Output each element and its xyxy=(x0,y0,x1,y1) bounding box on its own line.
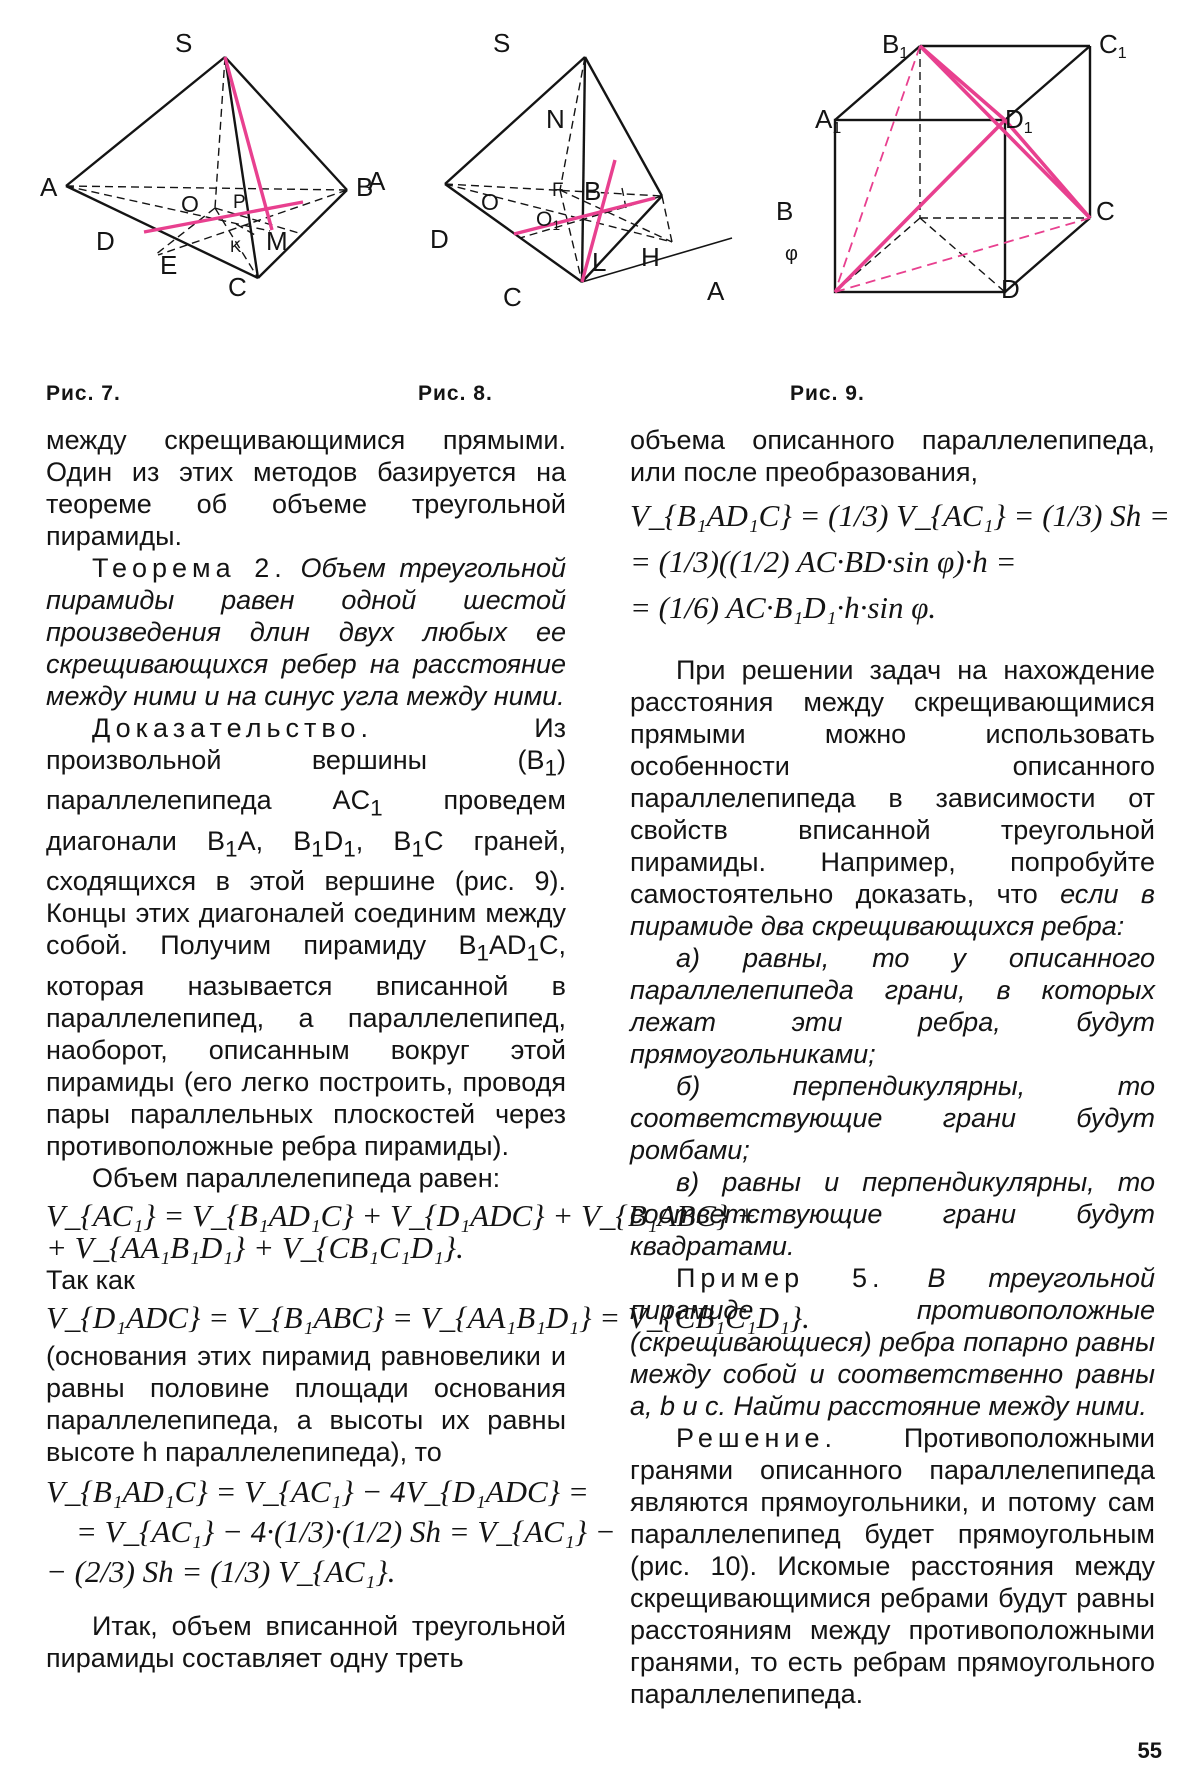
label-b1: B1 xyxy=(882,29,909,62)
list-item-a: а) равны, то у описанного параллелепипеда грани, в которых лежат эти ребра, будут прямоугольниками; xyxy=(630,943,1155,1069)
label-d: D xyxy=(96,226,115,256)
list-item-b: б) перпендикулярны, то соответствующие грани будут ромбами; xyxy=(630,1071,1155,1165)
diagonal-ad1 xyxy=(835,120,1005,292)
formula-1-line-1: V_{AC₁} = V_{B₁AD₁C} + V_{D₁ADC} + V_{B₁ABC} + xyxy=(46,1197,758,1233)
label-b: B xyxy=(356,172,374,202)
label-h: H xyxy=(641,242,660,272)
label-c: C xyxy=(228,272,247,302)
label-e: E xyxy=(160,250,178,280)
formula-2: V_{D₁ADC} = V_{B₁ABC} = V_{AA₁B₁D₁} = V_{CB₁C₁D₁}. xyxy=(46,1299,810,1335)
paragraph-bases: (основания этих пирамид равновелики и равны половине площади основания параллелепипеда, а высоты их равны высоте h параллелепипеда), то xyxy=(46,1340,566,1467)
label-f: F xyxy=(552,180,564,201)
theorem-label: Теорема 2. xyxy=(92,553,287,583)
label-s: S xyxy=(175,28,193,58)
label-c: C xyxy=(1096,196,1115,226)
figure-7-caption: Рис. 7. xyxy=(46,382,121,405)
page-number: 55 xyxy=(1137,1738,1162,1763)
label-s: S xyxy=(493,28,511,58)
label-a: A xyxy=(40,172,58,202)
figure-8-caption: Рис. 8. xyxy=(418,382,493,405)
label-l: L xyxy=(592,247,607,277)
label-p: P xyxy=(233,192,246,213)
label-n: N xyxy=(546,104,565,134)
label-b: B xyxy=(584,176,602,206)
paragraph-continued: объема описанного параллелепипеда, или после преобразования, xyxy=(630,425,1155,487)
formula-4-line-3: = (1/6) AC·B₁D₁·h·sin φ. xyxy=(630,590,937,625)
label-a: A xyxy=(707,276,725,306)
proof-label: Доказательство. xyxy=(92,713,373,743)
formula-3-line-1: V_{B₁AD₁C} = V_{AC₁} − 4V_{D₁ADC} = xyxy=(46,1473,589,1509)
theorem-text: Объем треугольной пирамиды равен одной шестой произведения длин двух любых ее скрещивающихся ребер на расстояние между ними и на синус угла между ними. xyxy=(46,553,566,711)
paragraph-itak: Итак, объем вписанной треугольной пирамиды составляет одну треть xyxy=(46,1610,566,1673)
label-b: B xyxy=(776,196,794,226)
right-column xyxy=(630,424,1170,1710)
formula-4-line-2: = (1/3)((1/2) AC·BD·sin φ)·h = xyxy=(630,544,1017,579)
proof: Доказательство. Из произвольной вершины $(B_1)$ параллелепипеда $AC_1$ проведем диагонали $B_1A$, $B_1D_1$, $B_1C$ граней, сходящихся в этой вершине (рис. 9). Концы этих диагоналей соединим между собой. Получим пирамиду $B_1AD_1C$, которая называется вписанной в параллелепипед, а параллелепипед, наоборот, описанным вокруг этой пирамиды (его легко построить, проводя пары параллельных плоскостей через противоположные ребра пирамиды). xyxy=(46,713,566,1161)
tak-kak: Так как xyxy=(46,1264,135,1295)
label-a: A xyxy=(368,166,386,196)
label-phi: φ xyxy=(785,243,798,265)
figure-9 xyxy=(707,29,1150,350)
label-o: O xyxy=(181,191,199,217)
formula-4-line-1: V_{B₁AD₁C} = (1/3) V_{AC₁} = (1/3) Sh = xyxy=(630,498,1170,533)
formula-3-line-2: = V_{AC₁} − 4·(1/3)·(1/2) Sh = V_{AC₁} − xyxy=(76,1513,616,1549)
paragraph-intro: между скрещивающимися прямыми. Один из этих методов базируется на теореме об объеме треугольной пирамиды. xyxy=(46,425,566,551)
figure-9-caption: Рис. 9. xyxy=(790,382,865,405)
list-item-c: в) равны и перпендикулярны, то соответствующие грани будут квадратами. xyxy=(630,1167,1155,1261)
label-a1: A1 xyxy=(815,104,842,137)
label-o: O xyxy=(481,189,499,215)
paragraph-methods: При решении задач на нахождение расстояния между скрещивающимися прямыми можно использовать особенности описанного параллелепипеда в зависимости от свойств вписанной треугольной пирамиды. Например, попробуйте самостоятельно доказать, что если в пирамиде два скрещивающихся ребра: xyxy=(630,655,1155,941)
edge-sa xyxy=(66,57,225,186)
label-d1: D1 xyxy=(1005,104,1033,137)
label-o1: O1 xyxy=(536,208,561,233)
label-c: C xyxy=(503,282,522,312)
label-k: K xyxy=(230,237,242,256)
label-d: D xyxy=(430,224,449,254)
label-d: D xyxy=(1001,274,1020,304)
formula-1-line-2: + V_{AA₁B₁D₁} + V_{CB₁C₁D₁}. xyxy=(46,1229,464,1265)
theorem-2 xyxy=(46,552,566,712)
example-5: Пример 5. В треугольной пирамиде противоположные (скрещивающиеся) ребра попарно равны между собой и соответственно равны a, b и c. Найти расстояние между ними. xyxy=(630,1263,1155,1421)
solution: Решение. Противоположными гранями описанного параллелепипеда являются прямоугольники, и потому сам параллелепипед будет прямоугольным (рис. 10). Искомые расстояния между скрещивающимися ребрами будут равны расстояниям между противоположными гранями, то есть ребрам прямоугольного параллелепипеда. xyxy=(630,1423,1155,1709)
label-m: M xyxy=(266,226,288,256)
label-c1: C1 xyxy=(1099,29,1127,62)
paragraph-volume: Объем параллелепипеда равен: xyxy=(92,1162,501,1193)
formula-3-line-3: − (2/3) Sh = (1/3) V_{AC₁}. xyxy=(46,1553,396,1589)
figure-7 xyxy=(40,30,400,350)
